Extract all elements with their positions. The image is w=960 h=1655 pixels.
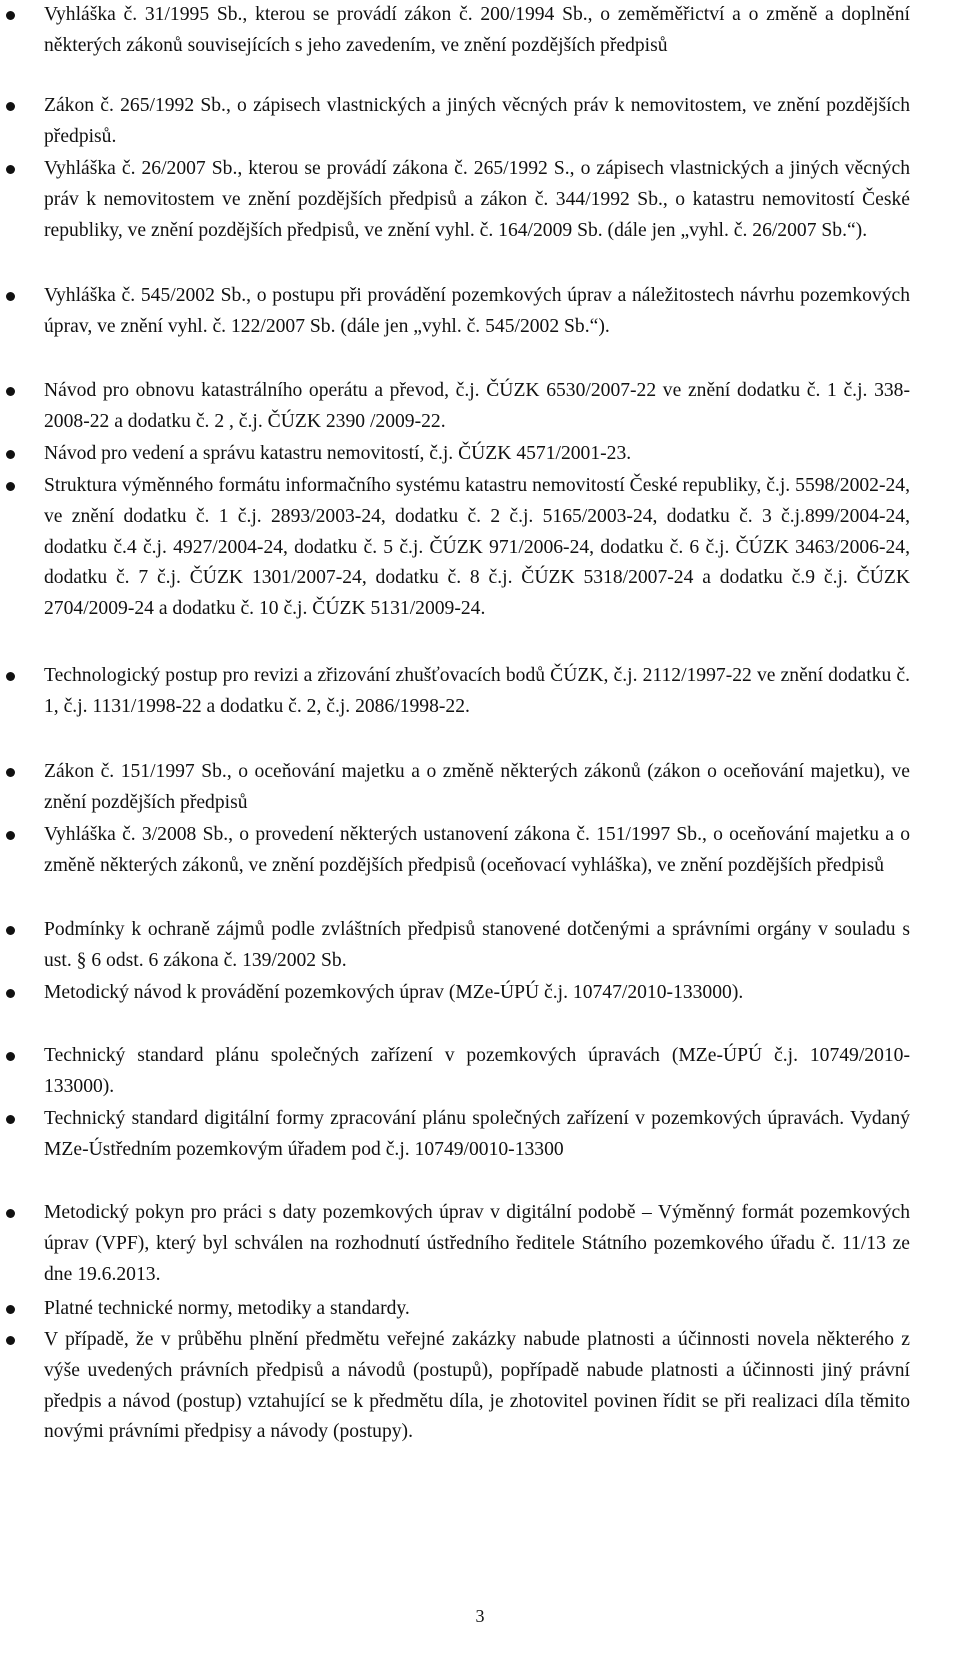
list-item-text: Zákon č. 265/1992 Sb., o zápisech vlastnických a jiných věcných práv k nemovitostem, ve znění pozdějších předpisů.	[44, 95, 910, 147]
list-item-text: Vyhláška č. 26/2007 Sb., kterou se provádí zákona č. 265/1992 S., o zápisech vlastnických a jiných věcných práv k nemovitostem ve znění pozdějších předpisů a zákon č. 344/1992 Sb., o katastru nemovitostí České republiky, ve znění pozdějších předpisů, ve znění vyhl. č. 164/2009 Sb. (dále jen „vyhl. č. 26/2007 Sb.“).	[44, 158, 910, 241]
bullet-icon	[6, 387, 15, 396]
bullet-icon	[6, 989, 15, 998]
bullet-icon	[6, 926, 15, 935]
list-item-text: Metodický návod k provádění pozemkových úprav (MZe-ÚPÚ č.j. 10747/2010-133000).	[44, 982, 744, 1003]
bullet-icon	[6, 165, 15, 174]
bullet-icon	[6, 1052, 15, 1061]
page-number: 3	[475, 1606, 485, 1626]
list-item-text: Vyhláška č. 3/2008 Sb., o provedení některých ustanovení zákona č. 151/1997 Sb., o oceňování majetku a o změně některých zákonů, ve znění pozdějších předpisů (oceňovací vyhláška), ve znění pozdějších předpisů	[44, 824, 910, 876]
bullet-icon	[6, 1209, 15, 1218]
list-item-text: Technický standard digitální formy zpracování plánu společných zařízení v pozemkových úpravách. Vydaný MZe-Ústředním pozemkovým úřadem pod č.j. 10749/0010-13300	[44, 1108, 910, 1160]
list-item-text: Technologický postup pro revizi a zřizování zhušťovacích bodů ČÚZK, č.j. 2112/1997-22 ve znění dodatku č. 1, č.j. 1131/1998-22 a dodatku č. 2, č.j. 2086/1998-22.	[44, 665, 910, 717]
bullet-icon	[6, 11, 15, 20]
list-item-text: Platné technické normy, metodiky a standardy.	[44, 1298, 410, 1319]
bullet-icon	[6, 1305, 15, 1314]
list-item-text: Vyhláška č. 545/2002 Sb., o postupu při provádění pozemkových úprav a náležitostech návrhu pozemkových úprav, ve znění vyhl. č. 122/2007 Sb. (dále jen „vyhl. č. 545/2002 Sb.“).	[44, 285, 910, 337]
list-item-text: Návod pro vedení a správu katastru nemovitostí, č.j. ČÚZK 4571/2001-23.	[44, 443, 632, 464]
bullet-icon	[6, 102, 15, 111]
bullet-icon	[6, 831, 15, 840]
list-item-text: Technický standard plánu společných zařízení v pozemkových úpravách (MZe-ÚPÚ č.j. 10749/2010-133000).	[44, 1045, 910, 1097]
bullet-icon	[6, 292, 15, 301]
bullet-icon	[6, 768, 15, 777]
list-item-text: Zákon č. 151/1997 Sb., o oceňování majetku a o změně některých zákonů (zákon o oceňování majetku), ve znění pozdějších předpisů	[44, 761, 910, 813]
list-item-text: Návod pro obnovu katastrálního operátu a převod, č.j. ČÚZK 6530/2007-22 ve znění dodatku č. 1 č.j. 338-2008-22 a dodatku č. 2 , č.j. ČÚZK 2390 /2009-22.	[44, 380, 910, 432]
bullet-icon	[6, 1115, 15, 1124]
bullet-icon	[6, 482, 15, 491]
list-item-text: Podmínky k ochraně zájmů podle zvláštních předpisů stanovené dotčenými a správními orgány v souladu s ust. § 6 odst. 6 zákona č. 139/2002 Sb.	[44, 919, 910, 971]
bullet-icon	[6, 672, 15, 681]
list-item-text: V případě, že v průběhu plnění předmětu veřejné zakázky nabude platnosti a účinnosti novela některého z výše uvedených právních předpisů a návodů (postupů), popřípadě nabude platnosti a účinnosti jiný právní předpis a návod (postup) vztahující se k předmětu díla, je zhotovitel povinen řídit se při realizaci díla těmito novými právními předpisy a návody (postupy).	[44, 1329, 910, 1443]
bullet-icon	[6, 1336, 15, 1345]
list-item-text: Metodický pokyn pro práci s daty pozemkových úprav v digitální podobě – Výměnný formát pozemkových úprav (VPF), který byl schválen na rozhodnutí ústředního ředitele Státního pozemkového úřadu č. 11/13 ze dne 19.6.2013.	[44, 1202, 910, 1285]
list-item-text: Vyhláška č. 31/1995 Sb., kterou se provádí zákon č. 200/1994 Sb., o zeměměřictví a o změně a doplnění některých zákonů souvisejících s jeho zavedením, ve znění pozdějších předpisů	[44, 4, 910, 56]
bullet-icon	[6, 450, 15, 459]
list-item-text: Struktura výměnného formátu informačního systému katastru nemovitostí České republiky, č.j. 5598/2002-24, ve znění dodatku č. 1 č.j. 2893/2003-24, dodatku č. 2 č.j. 5165/2003-24, dodatku č. 3 č.j.899/2004-24, dodatku č.4 č.j. 4927/2004-24, dodatku č. 5 č.j. ČÚZK 971/2006-24, dodatku č. 6 č.j. ČÚZK 3463/2006-24, dodatku č. 7 č.j. ČÚZK 1301/2007-24, dodatku č. 8 č.j. ČÚZK 5318/2007-24 a dodatku č.9 č.j. ČÚZK 2704/2009-24 a dodatku č. 10 č.j. ČÚZK 5131/2009-24.	[44, 475, 910, 620]
